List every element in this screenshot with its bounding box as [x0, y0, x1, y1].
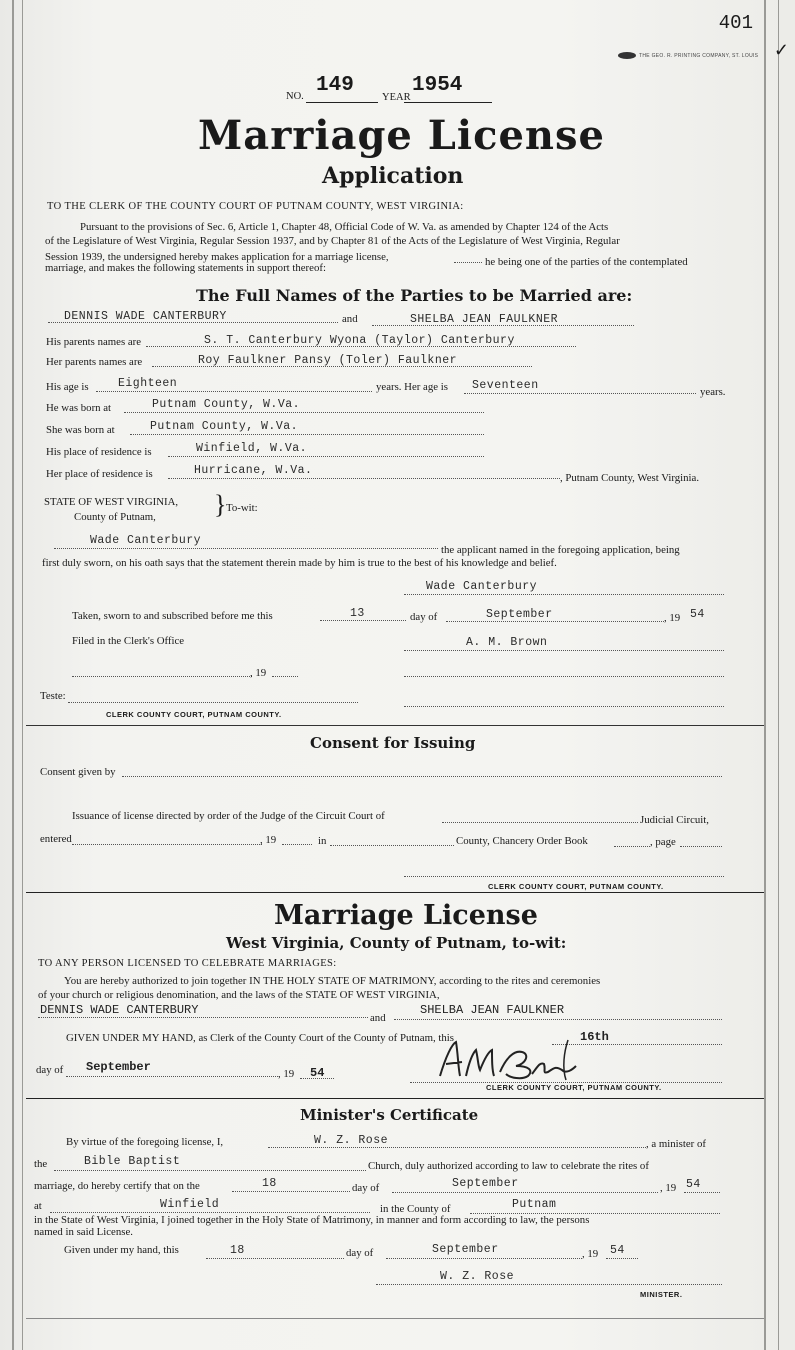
at-label: at [34, 1200, 42, 1212]
left-binding-line-inner [22, 0, 23, 1350]
ceremony-day-of: day of [352, 1182, 380, 1194]
license-number: 149 [316, 74, 354, 97]
the-label: the [34, 1158, 48, 1170]
applicant-name: Wade Canterbury [90, 534, 202, 547]
license-year: 54 [310, 1066, 325, 1080]
a-minister-of: , a minister of [646, 1138, 706, 1150]
given-year: 54 [610, 1244, 625, 1257]
clerk-signature [436, 1036, 586, 1084]
in-label: in [318, 835, 327, 847]
ceremony-day: 18 [262, 1177, 277, 1190]
his-age-label: His age is [46, 381, 89, 393]
taken-label: Taken, sworn to and subscribed before me this [72, 610, 273, 622]
she-born-label: She was born at [46, 424, 115, 436]
his-parents-value: S. T. Canterbury Wyona (Taylor) Canterbury [204, 334, 515, 347]
church-text: Church, duly authorized according to law to celebrate the rites of [368, 1160, 649, 1172]
license-body-l2: of your church or religious denomination, and the laws of the STATE OF WEST VIRGINIA, [38, 989, 440, 1001]
ceremony-place: Winfield [160, 1198, 220, 1211]
license-and: and [370, 1012, 386, 1024]
her-residence-label: Her place of residence is [46, 468, 153, 480]
para1-line4: marriage, and makes the following statements in support thereof: [45, 262, 326, 274]
given-day: 18 [230, 1244, 245, 1257]
right-binding-line-outer [778, 0, 779, 1350]
consent-heading: Consent for Issuing [310, 734, 476, 752]
page-number: 401 [718, 12, 753, 34]
taken-year: 54 [690, 608, 705, 621]
filed-nineteen: , 19 [250, 667, 267, 679]
clerk-caption-license: CLERK COUNTY COURT, PUTNAM COUNTY. [486, 1083, 662, 1092]
para1-line3: Session 1939, the undersigned hereby makes application for a marriage license, [45, 251, 389, 263]
bottom-rule [26, 1318, 764, 1319]
her-parents-label: Her parents names are [46, 356, 143, 368]
his-residence-value: Winfield, W.Va. [196, 442, 308, 455]
minister-name: W. Z. Rose [314, 1134, 389, 1147]
license-groom: DENNIS WADE CANTERBURY [40, 1003, 199, 1017]
taken-day: 13 [350, 607, 365, 620]
applicant-text: the applicant named in the foregoing application, being [441, 544, 680, 556]
she-born-value: Putnam County, W.Va. [150, 420, 299, 433]
taken-month: September [486, 608, 553, 621]
his-age-value: Eighteen [118, 377, 178, 390]
clerk-caption-app: CLERK COUNTY COURT, PUTNAM COUNTY. [106, 710, 282, 719]
clerk-caption-consent: CLERK COUNTY COURT, PUTNAM COUNTY. [488, 882, 664, 891]
ceremony-year: 54 [686, 1178, 701, 1191]
putnam-suffix: , Putnam County, West Virginia. [560, 472, 700, 484]
page-label: , page [650, 836, 676, 848]
license-bride: SHELBA JEAN FAULKNER [420, 1003, 565, 1017]
and-label: and [342, 313, 358, 325]
given-day-of: day of [346, 1247, 374, 1259]
full-names-heading: The Full Names of the Parties to be Married are: [196, 286, 633, 305]
para1-line3b: he being one of the parties of the contemplated [485, 256, 688, 268]
applicant-signature: Wade Canterbury [426, 580, 538, 593]
taken-day-of: day of [410, 611, 438, 623]
minister-caption: MINISTER. [640, 1290, 683, 1299]
to-wit-label: To-wit: [226, 502, 258, 514]
filed-label: Filed in the Clerk's Office [72, 635, 185, 647]
years-her-age-label: years. Her age is [376, 381, 448, 393]
license-day: 16th [580, 1030, 609, 1044]
he-born-value: Putnam County, W.Va. [152, 398, 301, 411]
license-subtitle: West Virginia, County of Putnam, to-wit: [226, 934, 567, 952]
minister-heading: Minister's Certificate [300, 1106, 479, 1124]
county-book: County, Chancery Order Book [456, 835, 588, 847]
consent-given-by: Consent given by [40, 766, 116, 778]
no-label: NO. [286, 91, 304, 102]
no-underline [306, 102, 378, 103]
year-underline [404, 102, 492, 103]
para1-line2: of the Legislature of West Virginia, Regular Session 1937, and by Chapter 81 of the Acts of the Legislature of West Virginia, Regular [45, 235, 620, 247]
license-month: September [86, 1060, 151, 1074]
his-residence-label: His place of residence is [46, 446, 152, 458]
bride-name: SHELBA JEAN FAULKNER [410, 313, 559, 326]
her-residence-value: Hurricane, W.Va. [194, 464, 313, 477]
given-under-text: GIVEN UNDER MY HAND, as Clerk of the County Court of the County of Putnam, this [66, 1032, 454, 1044]
check-mark-icon: ✓ [773, 40, 789, 60]
ceremony-month: September [452, 1177, 519, 1190]
her-age-value: Seventeen [472, 379, 539, 392]
to-any-person: TO ANY PERSON LICENSED TO CELEBRATE MARRIAGES: [38, 958, 337, 969]
in-county-of: in the County of [380, 1203, 451, 1215]
taken-year-prefix: , 19 [664, 612, 681, 624]
section-divider-2 [26, 892, 764, 893]
judicial-circuit: Judicial Circuit, [640, 814, 709, 826]
section-divider-3 [26, 1098, 764, 1099]
section-divider-1 [26, 725, 764, 726]
teste-label: Teste: [40, 690, 66, 702]
ceremony-nineteen: , 19 [660, 1182, 677, 1194]
county-line: County of Putnam, [74, 511, 156, 523]
printer-mark: THE GEO. R. PRINTING COMPANY, ST. LOUIS [618, 52, 758, 59]
state-l1: in the State of West Virginia, I joined together in the Holy State of Matrimony, in manner and form according to law, the persons [34, 1214, 590, 1226]
application-title: Marriage License [198, 112, 605, 159]
state-l2: named in said License. [34, 1226, 133, 1238]
groom-name: DENNIS WADE CANTERBURY [64, 310, 227, 323]
license-body-l1: You are hereby authorized to join together IN THE HOLY STATE OF MATRIMONY, according to the rites and ceremonies [64, 975, 601, 987]
by-virtue-text: By virtue of the foregoing license, I, [66, 1136, 224, 1148]
right-binding-line [764, 0, 766, 1350]
issuance-text: Issuance of license directed by order of the Judge of the Circuit Court of [72, 810, 385, 822]
license-title: Marriage License [274, 900, 538, 931]
he-born-label: He was born at [46, 402, 112, 414]
church-name: Bible Baptist [84, 1155, 181, 1168]
given-nineteen: , 19 [582, 1248, 599, 1260]
his-parents-label: His parents names are [46, 336, 142, 348]
consent-nineteen: , 19 [260, 834, 277, 846]
given-hand: Given under my hand, this [64, 1244, 179, 1256]
license-day-of: day of [36, 1064, 64, 1076]
para1-line1: Pursuant to the provisions of Sec. 6, Article 1, Chapter 48, Official Code of W. Va. as amended by Chapter 124 of the Acts [80, 221, 609, 233]
ceremony-county: Putnam [512, 1198, 557, 1211]
marriage-certify: marriage, do hereby certify that on the [34, 1180, 200, 1192]
application-subtitle: Application [322, 163, 464, 189]
state-line: STATE OF WEST VIRGINIA, [44, 496, 179, 508]
minister-signature: W. Z. Rose [440, 1270, 515, 1283]
left-binding-line [12, 0, 14, 1350]
brace-icon: } [214, 490, 227, 519]
license-nineteen: , 19 [278, 1068, 295, 1080]
sworn-text: first duly sworn, on his oath says that the statement therein made by him is true to the best of his knowledge and belief. [42, 557, 557, 569]
entered-label: entered [40, 833, 72, 845]
her-parents-value: Roy Faulkner Pansy (Toler) Faulkner [198, 354, 458, 367]
license-year: 1954 [412, 74, 463, 97]
clerk-name: A. M. Brown [466, 636, 548, 649]
years-label: years. [700, 386, 726, 398]
given-month: September [432, 1243, 499, 1256]
year-label: YEAR [382, 92, 411, 103]
to-clerk-line: TO THE CLERK OF THE COUNTY COURT OF PUTNAM COUNTY, WEST VIRGINIA: [47, 201, 464, 212]
